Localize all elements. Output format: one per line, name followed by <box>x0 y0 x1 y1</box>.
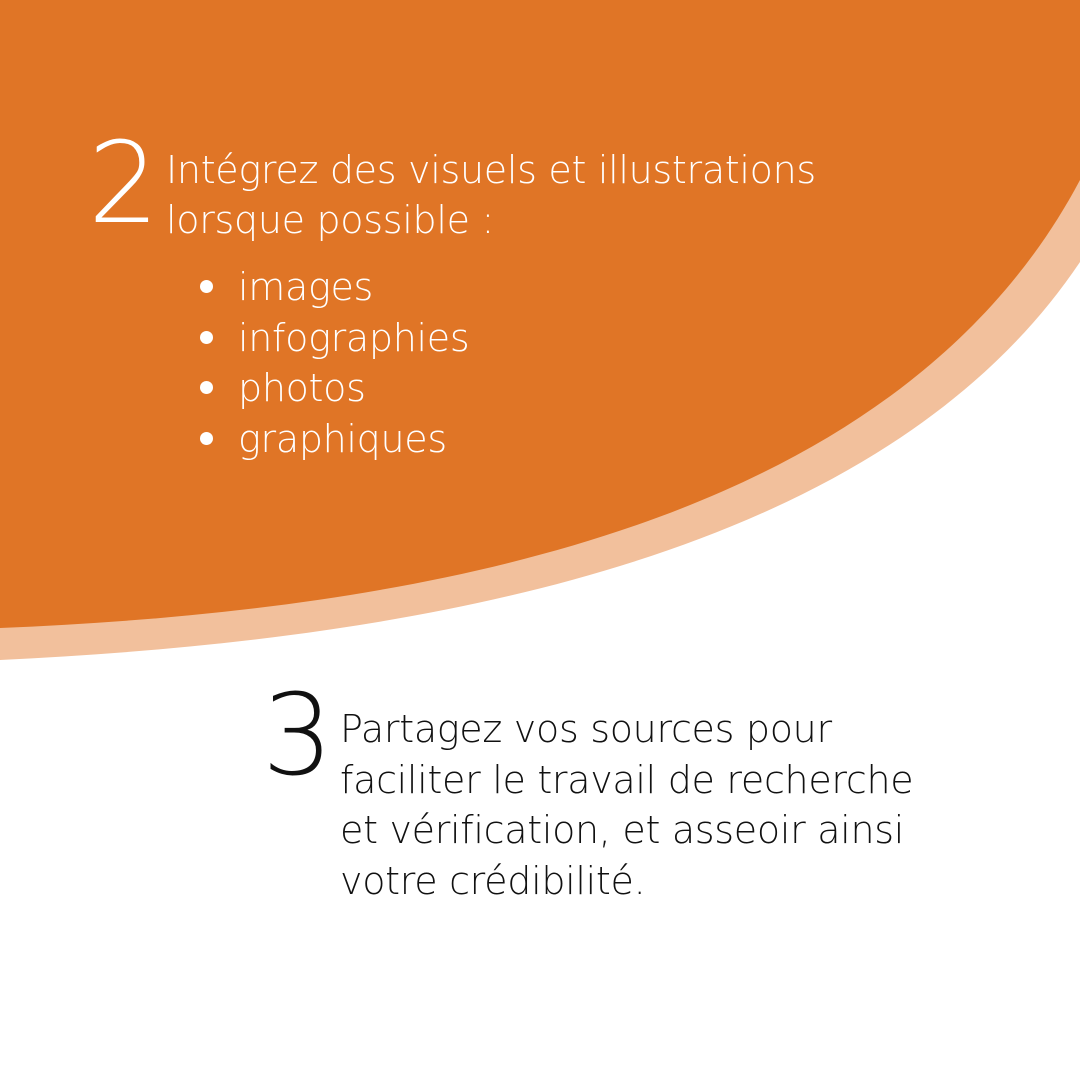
step-3-paragraph-line: et vérification, et asseoir ainsi <box>340 808 904 852</box>
bullet-dot-icon <box>200 280 213 293</box>
list-item-label: infographies <box>238 315 470 360</box>
step-2-number: 2 <box>88 119 160 249</box>
list-item-label: photos <box>238 366 366 410</box>
list-item-label: graphiques <box>238 416 447 461</box>
step-3-paragraph-line: votre crédibilité. <box>340 858 646 903</box>
step-3-paragraph-line: Partagez vos sources pour <box>340 707 832 751</box>
step-3-paragraph <box>340 704 1060 906</box>
step-3-number: 3 <box>262 671 334 801</box>
step-2-heading-line: lorsque possible : <box>166 198 494 242</box>
step-2-heading <box>166 145 1026 245</box>
step-2-heading-line: Intégrez des visuels et illustrations <box>166 148 816 192</box>
bullet-dot-icon <box>200 331 213 344</box>
bullet-dot-icon <box>200 381 213 394</box>
step-3-paragraph-line: faciliter le travail de recherche <box>340 757 914 802</box>
list-item-label: images <box>238 265 374 309</box>
bullet-dot-icon <box>200 432 213 445</box>
